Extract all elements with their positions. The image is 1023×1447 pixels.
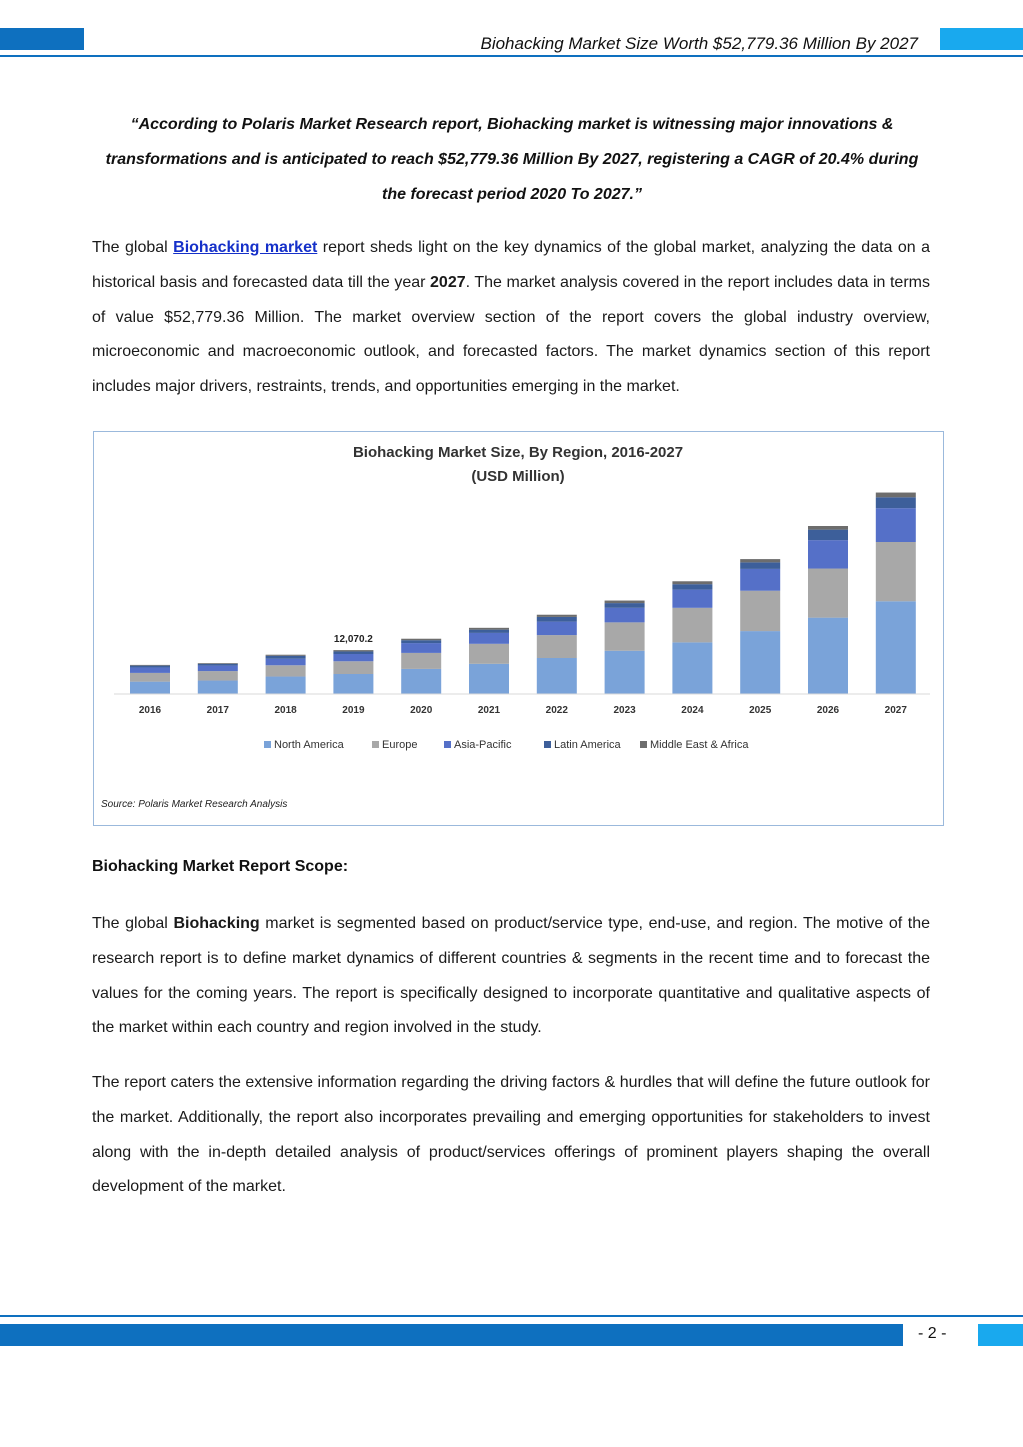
footer-rule	[0, 1315, 1023, 1317]
x-tick-label-2019: 2019	[342, 705, 365, 716]
header-accent-bar-left	[0, 28, 84, 50]
legend-swatch-europe	[372, 741, 379, 748]
x-tick-label-2021: 2021	[477, 705, 501, 716]
footer-accent-bar-left	[0, 1324, 903, 1346]
bar-2022-north-america	[537, 658, 577, 694]
bar-2024-north-america	[672, 642, 712, 694]
bar-2020-latin-america	[401, 640, 441, 643]
bar-2016-asia-pacific	[130, 667, 170, 672]
bar-2025-north-america	[740, 631, 780, 694]
intro-text-c: . The market analysis covered in the report includes data in terms of value $52,779.36 Million. The market overview section of the report covers the global industry overview, microeconomic and macroeconomic outlook, and forecasted factors. The market dynamics section of this report includes major drivers, restraints, trends, and opportunities emerging in the market.	[92, 273, 930, 396]
bar-2018-europe	[266, 665, 306, 676]
bar-2026-latin-america	[808, 530, 848, 541]
bar-2027-asia-pacific	[876, 508, 916, 542]
bar-2027-latin-america	[876, 497, 916, 508]
bar-2026-north-america	[808, 618, 848, 694]
bar-2018-middle-east-africa	[266, 655, 306, 656]
legend-label-middle-east-africa: Middle East & Africa	[650, 739, 749, 751]
bar-2021-middle-east-africa	[469, 628, 509, 630]
legend-swatch-middle-east-africa	[640, 741, 647, 748]
header-rule	[0, 55, 1023, 57]
scope-paragraph-2: The report caters the extensive information regarding the driving factors & hurdles that will define the future outlook for the market. Additionally, the report also incorporates prevailing and emerging opportunities for stakeholders to invest along with the in-depth detailed analysis of product/services offerings of prominent players shaping the overall development of the market.	[92, 1074, 930, 1196]
legend-swatch-latin-america	[544, 741, 551, 748]
intro-text-b: report sheds light on the key dynamics of the global market, analyzing the data on a historical basis and forecasted data till the year	[92, 239, 931, 291]
data-label-2019: 12,070.2	[333, 634, 373, 646]
bar-2021-latin-america	[469, 630, 509, 633]
bar-2017-europe	[198, 671, 238, 680]
header-title: Biohacking Market Size Worth $52,779.36 Million By 2027	[480, 34, 918, 53]
bar-2017-latin-america	[198, 664, 238, 666]
bar-2023-north-america	[605, 651, 645, 694]
legend-label-asia-pacific: Asia-Pacific	[454, 739, 512, 751]
bar-2019-asia-pacific	[333, 654, 373, 661]
x-tick-label-2025: 2025	[749, 705, 772, 716]
chart-bars	[130, 493, 916, 694]
bar-2020-north-america	[401, 669, 441, 694]
bar-2019-north-america	[333, 674, 373, 694]
chart-legend	[264, 739, 749, 751]
scope-text-a: The global	[92, 915, 174, 932]
legend-label-europe: Europe	[382, 739, 418, 751]
scope-bold-term: Biohacking	[173, 915, 260, 932]
legend-swatch-asia-pacific	[444, 741, 451, 748]
footer-accent-bar-right	[978, 1324, 1023, 1346]
chart-title: Biohacking Market Size, By Region, 2016-2027	[352, 444, 684, 461]
bar-2025-latin-america	[740, 562, 780, 569]
bar-2024-middle-east-africa	[672, 581, 712, 584]
x-tick-label-2016: 2016	[138, 705, 162, 716]
x-tick-label-2026: 2026	[816, 705, 840, 716]
x-tick-label-2023: 2023	[613, 705, 636, 716]
intro-quote: “According to Polaris Market Research report, Biohacking market is witnessing major innovations & transformations and is anticipated to reach $52,779.36 Million By 2027, registering a CAGR of 20.4% during the forecast period 2020 To 2027.”	[105, 116, 919, 203]
scope-paragraph-1	[92, 907, 930, 1046]
chart-subtitle: (USD Million)	[471, 468, 565, 485]
bar-2020-europe	[401, 653, 441, 669]
bar-2025-asia-pacific	[740, 569, 780, 591]
bar-2018-north-america	[266, 677, 306, 694]
header-accent-bar-right	[940, 28, 1023, 50]
bar-2022-middle-east-africa	[537, 615, 577, 617]
x-tick-label-2027: 2027	[884, 705, 907, 716]
bar-2023-asia-pacific	[605, 608, 645, 623]
intro-text-a: The global	[92, 239, 174, 256]
market-size-chart	[93, 431, 944, 826]
bar-2017-asia-pacific	[198, 666, 238, 671]
bar-2027-europe	[876, 542, 916, 601]
bar-2019-latin-america	[333, 651, 373, 654]
bar-2018-latin-america	[266, 656, 306, 659]
x-tick-label-2018: 2018	[274, 705, 297, 716]
page-number: - 2 -	[918, 1325, 947, 1342]
legend-swatch-north-america	[264, 741, 271, 748]
bar-2025-europe	[740, 591, 780, 631]
bar-2021-asia-pacific	[469, 633, 509, 644]
scope-title: Biohacking Market Report Scope:	[92, 858, 349, 875]
x-tick-label-2022: 2022	[545, 705, 568, 716]
bar-2016-north-america	[130, 682, 170, 694]
bar-2027-north-america	[876, 601, 916, 694]
x-tick-label-2020: 2020	[410, 705, 433, 716]
bar-2016-latin-america	[130, 666, 170, 668]
bar-2026-europe	[808, 569, 848, 618]
biohacking-market-link[interactable]: Biohacking market	[173, 239, 318, 256]
x-tick-label-2024: 2024	[681, 705, 704, 716]
bar-2019-europe	[333, 661, 373, 674]
bar-2019-middle-east-africa	[333, 650, 373, 651]
bar-2020-asia-pacific	[401, 643, 441, 653]
bar-2022-europe	[537, 635, 577, 658]
bar-2022-latin-america	[537, 617, 577, 622]
bar-2017-north-america	[198, 681, 238, 694]
bar-2017-middle-east-africa	[198, 663, 238, 664]
scope-text-b: market is segmented based on product/service type, end-use, and region. The motive of the research report is to define market dynamics of different countries & segments in the recent time and to forecast the values for the coming years. The report is specifically designed to incorporate quantitative and qualitative aspects of the market within each country and region involved in the study.	[92, 915, 930, 1037]
x-axis-tick-labels	[139, 705, 907, 716]
bar-2024-latin-america	[672, 584, 712, 589]
bar-2016-europe	[130, 673, 170, 682]
x-tick-label-2017: 2017	[206, 705, 229, 716]
bar-2023-latin-america	[605, 603, 645, 608]
bar-2023-middle-east-africa	[605, 601, 645, 604]
bar-2026-asia-pacific	[808, 540, 848, 568]
chart-source: Source: Polaris Market Research Analysis	[101, 799, 288, 810]
intro-paragraph	[92, 231, 930, 405]
bar-2026-middle-east-africa	[808, 526, 848, 530]
intro-year: 2027	[430, 273, 466, 291]
bar-2027-middle-east-africa	[876, 493, 916, 498]
bar-2016-middle-east-africa	[130, 665, 170, 666]
bar-2018-asia-pacific	[266, 659, 306, 666]
bar-2024-europe	[672, 608, 712, 643]
chart-canvas	[94, 432, 942, 824]
bar-2021-europe	[469, 644, 509, 664]
bar-2025-middle-east-africa	[740, 559, 780, 562]
legend-label-north-america: North America	[274, 739, 344, 751]
bar-2022-asia-pacific	[537, 622, 577, 635]
bar-2020-middle-east-africa	[401, 639, 441, 640]
bar-2021-north-america	[469, 664, 509, 694]
legend-label-latin-america: Latin America	[554, 739, 621, 751]
bar-2023-europe	[605, 622, 645, 650]
bar-2024-asia-pacific	[672, 590, 712, 608]
